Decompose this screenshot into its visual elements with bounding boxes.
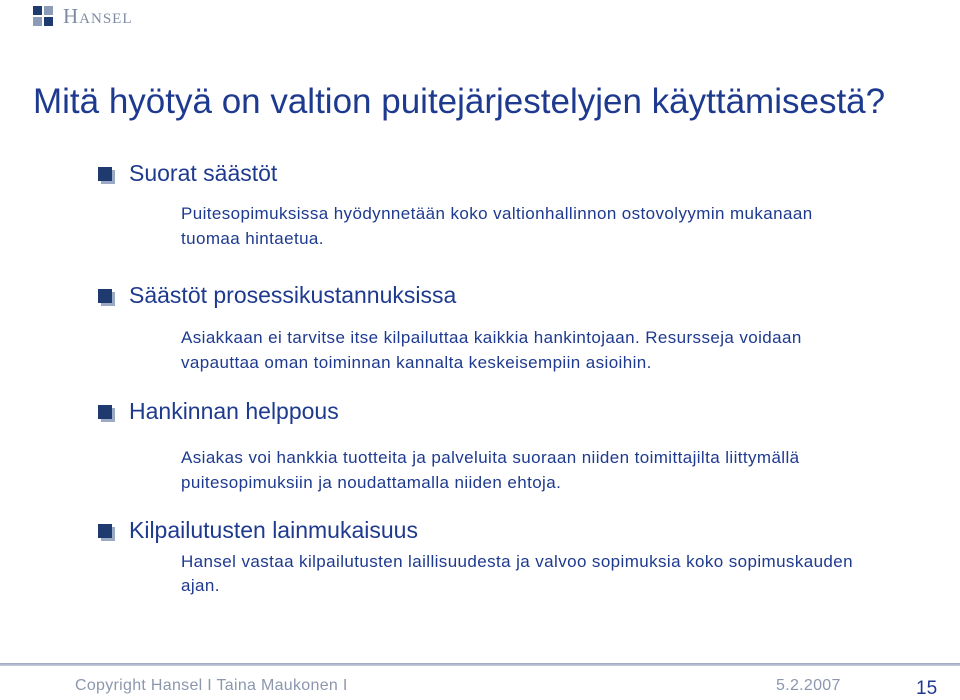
footer-copyright: Copyright Hansel I Taina Maukonen I xyxy=(75,677,348,694)
bullet-heading: Kilpailutusten lainmukaisuus xyxy=(129,517,418,543)
hansel-logo-icon xyxy=(33,6,55,28)
bullet-heading: Hankinnan helppous xyxy=(129,398,339,424)
square-bullet-icon xyxy=(98,289,112,303)
page-number: 15 xyxy=(916,678,938,699)
bullet-description: Asiakkaan ei tarvitse itse kilpailuttaa kaikkia hankintojaan. Resursseja voidaan vapauttaa oman toiminnan kannalta keskeisempiin asioihin. xyxy=(181,328,802,372)
bullet-item xyxy=(98,517,871,598)
square-bullet-icon xyxy=(98,405,112,419)
square-bullet-icon xyxy=(98,167,112,181)
bullet-description: Puitesopimuksissa hyödynnetään koko valtionhallinnon ostovolyymin mukanaan tuomaa hintaetua. xyxy=(181,204,813,248)
bullet-description: Asiakas voi hankkia tuotteita ja palveluita suoraan niiden toimittajilta liittymällä puitesopimuksiin ja noudattamalla niiden ehtoja. xyxy=(181,448,800,492)
bullet-heading: Suorat säästöt xyxy=(129,160,278,186)
footer-divider xyxy=(0,663,960,666)
bullet-item xyxy=(98,398,871,495)
logo-text: Hansel xyxy=(63,4,133,28)
slide-title: Mitä hyötyä on valtion puitejärjestelyjen käyttämisestä? xyxy=(33,82,886,121)
square-bullet-icon xyxy=(98,524,112,538)
hansel-logo xyxy=(33,4,133,29)
bullet-item xyxy=(98,282,871,375)
bullet-description: Hansel vastaa kilpailutusten laillisuudesta ja valvoo sopimuksia koko sopimuskauden ajan. xyxy=(181,552,853,595)
bullet-heading: Säästöt prosessikustannuksissa xyxy=(129,282,457,308)
bullet-item xyxy=(98,160,871,251)
footer-date: 5.2.2007 xyxy=(776,677,841,694)
